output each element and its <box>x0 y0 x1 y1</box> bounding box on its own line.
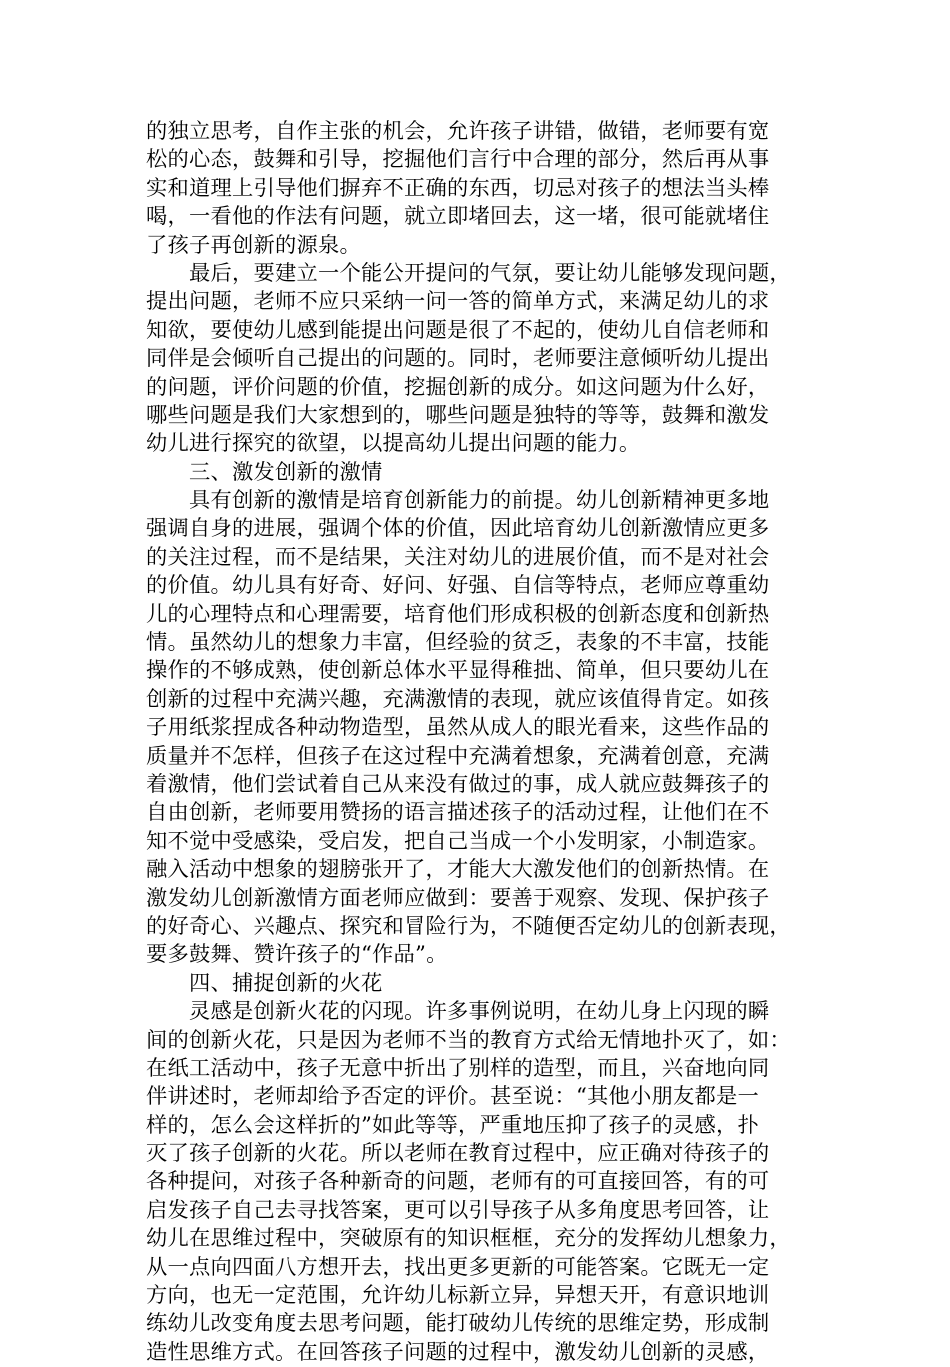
text-line: 提出问题，老师不应只采纳一问一答的简单方式，来满足幼儿的求 <box>146 289 770 315</box>
text-line: 练幼儿改变角度去思考问题，能打破幼儿传统的思维定势，形成制 <box>146 1311 770 1337</box>
text-line: 具有创新的激情是培育创新能力的前提。幼儿创新精神更多地 <box>146 488 770 514</box>
text-line: 从一点向四面八方想开去，找出更多更新的可能答案。它既无一定 <box>146 1254 770 1280</box>
text-line: 喝，一看他的作法有问题，就立即堵回去，这一堵，很可能就堵住 <box>146 204 770 230</box>
text-line: 子用纸浆捏成各种动物造型，虽然从成人的眼光看来，这些作品的 <box>146 715 770 741</box>
text-line: 操作的不够成熟，使创新总体水平显得稚拙、简单，但只要幼儿在 <box>146 658 770 684</box>
text-line: 的价值。幼儿具有好奇、好问、好强、自信等特点，老师应尊重幼 <box>146 573 770 599</box>
text-line: 幼儿进行探究的欲望，以提高幼儿提出问题的能力。 <box>146 431 641 457</box>
text-line: 在纸工活动中，孩子无意中折出了别样的造型，而且，兴奋地向同 <box>146 1055 770 1081</box>
text-line: 造性思维方式。在回答孩子问题的过程中，激发幼儿创新的灵感， <box>146 1339 770 1365</box>
text-line: 启发孩子自己去寻找答案，更可以引导孩子从多角度思考回答，让 <box>146 1197 770 1223</box>
text-line: 同伴是会倾听自己提出的问题的。同时，老师要注意倾听幼儿提出 <box>146 346 770 372</box>
text-line: 自由创新，老师要用赞扬的语言描述孩子的活动过程，让他们在不 <box>146 800 770 826</box>
text-line: 质量并不怎样，但孩子在这过程中充满着想象，充满着创意，充满 <box>146 743 770 769</box>
text-line: 幼儿在思维过程中，突破原有的知识框框，充分的发挥幼儿想象力， <box>146 1226 791 1252</box>
body-text <box>146 118 804 1367</box>
text-line: 的独立思考，自作主张的机会，允许孩子讲错，做错，老师要有宽 <box>146 119 770 144</box>
text-line: 知欲，要使幼儿感到能提出问题是很了不起的，使幼儿自信老师和 <box>146 317 770 343</box>
text-line: 创新的过程中充满兴趣，充满激情的表现，就应该值得肯定。如孩 <box>146 686 770 712</box>
text-line: 情。虽然幼儿的想象力丰富，但经验的贫乏，表象的不丰富，技能 <box>146 630 770 656</box>
text-line: 着激情，他们尝试着自己从来没有做过的事，成人就应鼓舞孩子的 <box>146 771 770 797</box>
text-line: 的问题，评价问题的价值，挖掘创新的成分。如这问题为什么好， <box>146 374 770 400</box>
text-line: 哪些问题是我们大家想到的，哪些问题是独特的等等，鼓舞和激发 <box>146 402 770 428</box>
text-line: 最后，要建立一个能公开提问的气氛，要让幼儿能够发现问题， <box>146 260 791 286</box>
text-line: 的关注过程，而不是结果，关注对幼儿的进展价值，而不是对社会 <box>146 544 770 570</box>
text-line: 了孩子再创新的源泉。 <box>146 232 361 258</box>
text-line: 激发幼儿创新激情方面老师应做到：要善于观察、发现、保护孩子 <box>146 885 770 911</box>
text-line: 融入活动中想象的翅膀张开了，才能大大激发他们的创新热情。在 <box>146 857 770 883</box>
text-line: 知不觉中受感染，受启发，把自己当成一个小发明家，小制造家。 <box>146 828 770 854</box>
text-line: 灵感是创新火花的闪现。许多事例说明，在幼儿身上闪现的瞬 <box>146 999 770 1025</box>
text-line: 的好奇心、兴趣点、探究和冒险行为，不随便否定幼儿的创新表现， <box>146 913 791 939</box>
section-heading: 三、激发创新的激情 <box>146 459 383 485</box>
text-line: 间的创新火花，只是因为老师不当的教育方式给无情地扑灭了，如： <box>146 1027 791 1053</box>
text-line: 灭了孩子创新的火花。所以老师在教育过程中，应正确对待孩子的 <box>146 1141 770 1167</box>
text-line: 各种提问，对孩子各种新奇的问题，老师有的可直接回答，有的可 <box>146 1169 770 1195</box>
text-line: 方向，也无一定范围，允许幼儿标新立异，异想天开，有意识地训 <box>146 1283 770 1309</box>
text-line: 实和道理上引导他们摒弃不正确的东西，切忌对孩子的想法当头棒 <box>146 175 770 201</box>
text-line: 强调自身的进展，强调个体的价值，因此培育幼儿创新激情应更多 <box>146 516 770 542</box>
section-heading: 四、捕捉创新的火花 <box>146 970 383 996</box>
text-line: 样的，怎么会这样折的”如此等等，严重地压抑了孩子的灵感，扑 <box>146 1112 760 1138</box>
text-line: 要多鼓舞、赞许孩子的“作品”。 <box>146 942 448 968</box>
text-line: 伴讲述时，老师却给予否定的评价。甚至说：“其他小朋友都是一 <box>146 1084 760 1110</box>
text-line: 儿的心理特点和心理需要，培育他们形成积极的创新态度和创新热 <box>146 601 770 627</box>
text-line: 松的心态，鼓舞和引导，挖掘他们言行中合理的部分，然后再从事 <box>146 147 770 173</box>
